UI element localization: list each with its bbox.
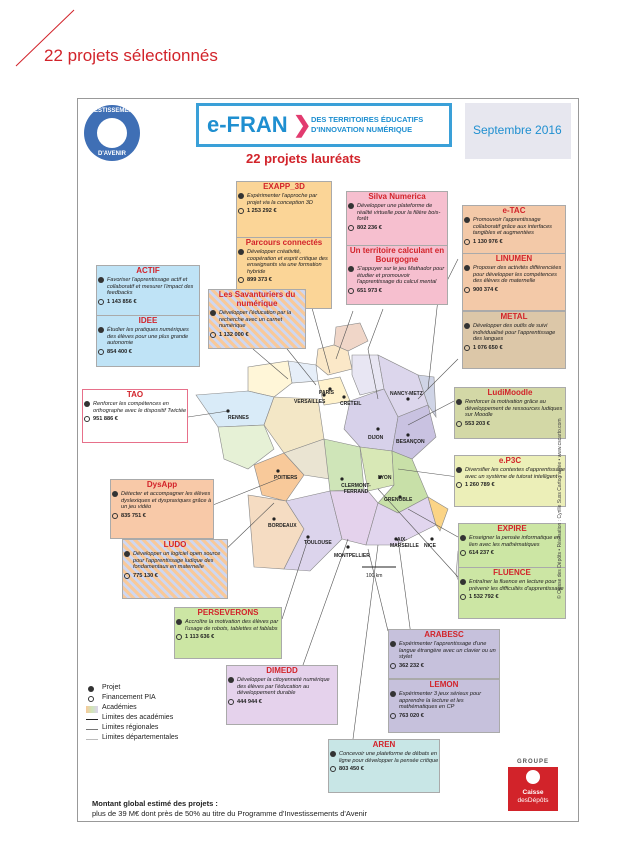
city-lyon: LYON <box>378 475 392 481</box>
infographic-frame <box>77 98 579 822</box>
project-box-aren: AREN Concevoir une plateforme de débats en ligne pour développer la pensée critique 803 450 € <box>328 739 440 793</box>
coin-icon <box>464 239 470 245</box>
project-icon <box>330 751 336 757</box>
city-dijon: DIJON <box>368 435 384 441</box>
project-box-fluence: FLUENCE Entraîner la fluence en lecture pour prévenir les difficultés d'apprentissage 1 532 792 € <box>458 567 566 619</box>
project-icon <box>460 535 466 541</box>
project-box-metal: METAL Développer des outils de suivi individualisé pour l'apprentissage des langues 1 076 650 € <box>462 311 566 369</box>
academy-limit-line <box>86 719 98 720</box>
efran-word: e-FRAN <box>207 112 288 137</box>
project-icon <box>464 323 470 329</box>
city-grenoble: GRENOBLE <box>384 497 413 503</box>
project-box-arabesc: ARABESC Expérimenter l'apprentissage d'une langue étrangère avec un clavier ou un stylet 362 232 € <box>388 629 500 679</box>
academies-swatch <box>86 706 98 713</box>
project-icon <box>112 491 118 497</box>
project-icon <box>84 401 90 407</box>
academy-lille <box>334 323 368 351</box>
credit-text: © Caisse des Dépôts • Réalisation : Cyrille Suss Cartographie • www.cscarto.com <box>557 418 563 599</box>
project-box-perseverons: PERSEVERONS Accroître la motivation des élèves par l'usage de robots, tablettes et fablabs 1 113 636 € <box>174 607 282 659</box>
project-box-dysapp: DysApp Détecter et accompagner les élèves dyslexiques et dyspraxiques grâce à un jeu vidéo 835 751 € <box>110 479 214 539</box>
footer-line-2: plus de 39 M€ dont près de 50% au titre du Programme d'Investissements d'Avenir <box>92 809 367 818</box>
project-box-dimedd: DIMEDD Développer la citoyenneté numérique des élèves par l'éducation au développement durable 444 944 € <box>226 665 338 725</box>
project-box-ep3c: e.P3C Diversifier les contextes d'apprentissage avec un système de tutorat intelligent 1 260 789 € <box>454 455 566 507</box>
caisse-des-depots-logo: GROUPE Caisse desDépôts <box>508 759 558 815</box>
city-rennes: RENNES <box>228 415 249 421</box>
city-besancon: BESANÇON <box>396 439 425 445</box>
coin-icon <box>390 663 396 669</box>
project-box-idee: IDEE Étudier les pratiques numériques des élèves pour une plus grande autonomie 854 400 € <box>96 315 200 367</box>
city-clermont: CLERMONT-FERRAND <box>341 483 371 495</box>
scale-label: 100 km <box>366 573 383 579</box>
chevron-right-icon: ❯ <box>293 112 312 137</box>
coin-icon <box>88 696 94 702</box>
project-box-expire: EXPIRE Enseigner la pensée informatique en lien avec les mathématiques 614 237 € <box>458 523 566 569</box>
academy-rennes <box>196 391 274 427</box>
project-icon <box>460 579 466 585</box>
project-icon <box>456 399 462 405</box>
academy-caen <box>248 361 292 397</box>
project-box-silva: Silva Numerica Développer une plateforme de réalité virtuelle pour la filière bois-forêt 802 236 € <box>346 191 448 247</box>
city-poitiers: POITIERS <box>274 475 298 481</box>
page-title: 22 projets sélectionnés <box>44 46 218 65</box>
project-icon <box>124 551 130 557</box>
city-aix: AIX-MARSEILLE <box>390 537 419 549</box>
project-box-exapp: EXAPP_3D Expérimenter l'approche par projet via la conception 3D 1 253 292 € <box>236 181 332 239</box>
regional-limit-line <box>86 729 98 730</box>
project-box-linumen: LINUMEN Proposer des activités différenciées pour développer les compétences des élèves de maternelle 900 374 € <box>462 253 566 311</box>
coin-icon <box>464 345 470 351</box>
coin-icon <box>456 421 462 427</box>
coin-icon <box>210 332 216 338</box>
investissements-avenir-logo: INVESTISSEMENTS D'AVENIR <box>84 105 140 161</box>
city-toulouse: TOULOUSE <box>304 540 332 546</box>
project-icon <box>238 193 244 199</box>
project-icon <box>98 327 104 333</box>
project-box-ludimoodle: LudiMoodle Renforcer la motivation grâce au développement de ressources ludiques sur Moodle 553 203 € <box>454 387 566 439</box>
project-icon <box>464 265 470 271</box>
city-nice: NICE <box>424 543 436 549</box>
project-icon <box>98 277 104 283</box>
coin-icon <box>84 416 90 422</box>
coin-icon <box>238 277 244 283</box>
departmental-limit-line <box>86 739 98 740</box>
project-box-tao: TAO Renforcer les compétences en orthographe avec le dispositif Twictée 951 886 € <box>82 389 188 443</box>
project-icon <box>464 217 470 223</box>
coin-icon <box>330 766 336 772</box>
project-icon <box>238 249 244 255</box>
coin-icon <box>464 287 470 293</box>
coin-icon <box>98 349 104 355</box>
coin-icon <box>124 573 130 579</box>
project-icon <box>210 310 216 316</box>
date-label: Septembre 2016 <box>473 123 562 137</box>
coin-icon <box>460 594 466 600</box>
project-box-savanturiers: Les Savanturiers du numérique Développer l'éducation par la recherche avec un carnet numérique 1 132 000 € <box>208 289 306 349</box>
coin-icon <box>348 225 354 231</box>
city-nancy: NANCY-METZ <box>390 391 423 397</box>
project-icon <box>348 203 354 209</box>
project-icon <box>348 266 354 272</box>
legend: Projet Financement PIA Académies Limites des académies Limites régionales Limites départementales <box>86 684 206 744</box>
project-icon <box>176 619 182 625</box>
project-box-territoire: Un territoire calculant en Bourgogne S'appuyer sur le jeu Mathador pour étudier et promouvoir l'apprentissage du calcul mental 651 973 € <box>346 245 448 305</box>
city-paris: PARIS <box>319 390 334 396</box>
footer-line-1: Montant global estimé des projets : <box>92 799 218 808</box>
cdc-emblem-icon <box>526 770 540 784</box>
project-title: EXAPP_3D <box>263 182 305 191</box>
project-icon <box>456 467 462 473</box>
project-box-etac: e-TAC Promouvoir l'apprentissage collaboratif grâce aux interfaces tangibles et augmentées 1 130 976 € <box>462 205 566 255</box>
project-box-lemon: LEMON Expérimenter 3 jeux sérieux pour apprendre la lecture et les mathématiques en CP 763 020 € <box>388 679 500 733</box>
city-bordeaux: BORDEAUX <box>268 523 297 529</box>
coin-icon <box>390 713 396 719</box>
city-creteil: CRÉTEIL <box>340 401 362 407</box>
project-icon <box>228 677 234 683</box>
coin-icon <box>98 299 104 305</box>
project-box-parcours: Parcours connectés Développer créativité, coopération et esprit critique des enseignants via une formation hybride 899 373 € <box>236 237 332 309</box>
efran-subtitle-1: DES TERRITOIRES ÉDUCATIFS <box>311 115 424 124</box>
coin-icon <box>176 634 182 640</box>
coin-icon <box>238 208 244 214</box>
project-box-ludo: LUDO Développer un logiciel open source pour l'apprentissage ludique des fondamentaux en maternelle 775 130 € <box>122 539 228 599</box>
project-icon <box>390 641 396 647</box>
city-versailles: VERSAILLES <box>294 399 326 405</box>
efran-subtitle-2: D'INNOVATION NUMÉRIQUE <box>311 125 413 134</box>
project-icon <box>390 691 396 697</box>
coin-icon <box>456 482 462 488</box>
coin-icon <box>228 699 234 705</box>
project-box-actif: ACTIF Favoriser l'apprentissage actif et collaboratif et mesurer l'impact des feedbacks 1 143 856 € <box>96 265 200 317</box>
city-montpellier: MONTPELLIER <box>334 553 370 559</box>
laureats-title: 22 projets lauréats <box>246 151 361 166</box>
coin-icon <box>112 513 118 519</box>
project-icon <box>88 686 94 692</box>
coin-icon <box>460 550 466 556</box>
coin-icon <box>348 288 354 294</box>
academy-rouen <box>288 361 318 383</box>
